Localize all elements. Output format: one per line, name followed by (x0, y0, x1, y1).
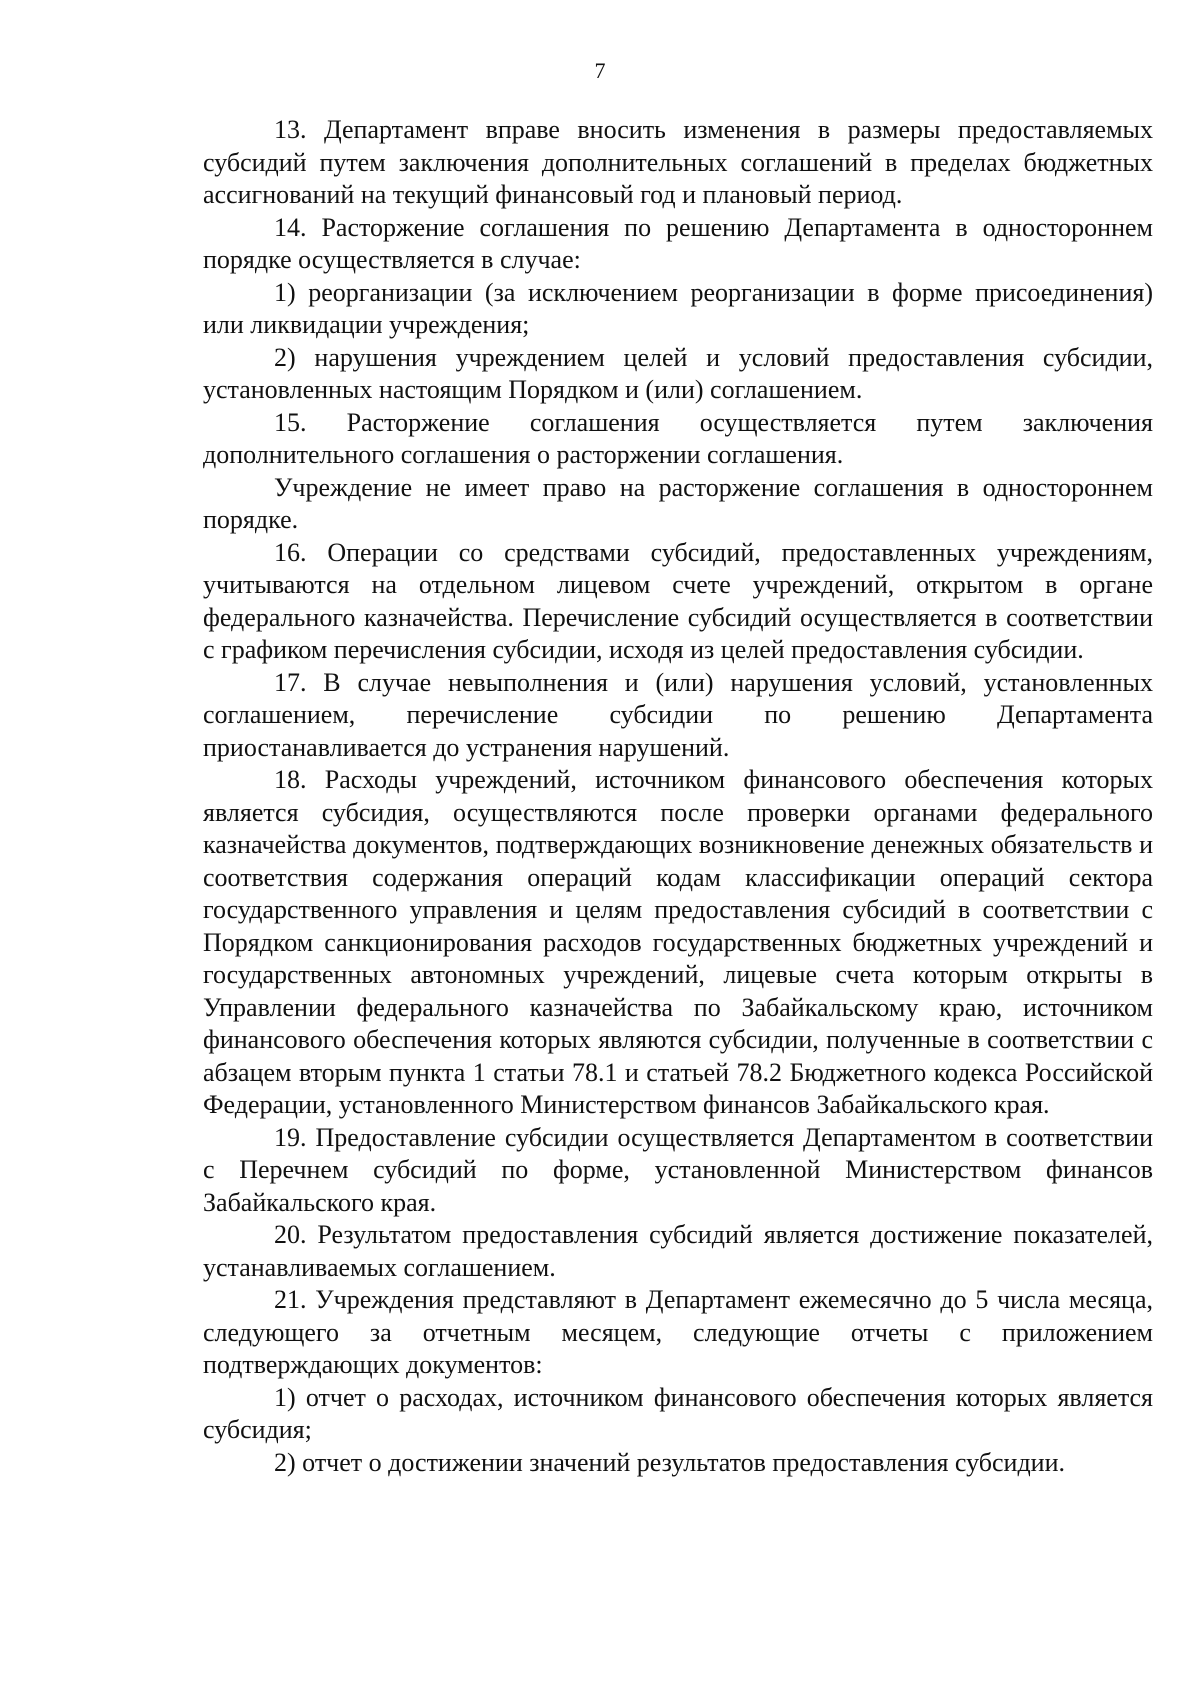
paragraph-21: 21. Учреждения представляют в Департамент ежемесячно до 5 числа месяца, следующего за отчетным месяцем, следующие отчеты с приложением подтверждающих документов: (203, 1285, 1153, 1379)
paragraph-16: 16. Операции со средствами субсидий, предоставленных учреждениям, учитываются на отдельном лицевом счете учреждений, открытом в органе федерального казначейства. Перечисление субсидий осуществляется в соответствии с графиком перечисления субсидии, исходя из целей предоставления субсидии. (203, 537, 1153, 664)
paragraph-17: 17. В случае невыполнения и (или) нарушения условий, установленных соглашением, перечисление субсидии по решению Департамента приостанавливается до устранения нарушений. (203, 667, 1153, 762)
paragraph-19: 19. Предоставление субсидии осуществляется Департаментом в соответствии с Перечнем субсидий по форме, установленной Министерством финансов Забайкальского края. (203, 1122, 1153, 1217)
paragraph-14-item-2: 2) нарушения учреждением целей и условий предоставления субсидии, установленных настоящим Порядком и (или) соглашением. (203, 342, 1153, 404)
paragraph-20: 20. Результатом предоставления субсидий является достижение показателей, устанавливаемых соглашением. (203, 1220, 1153, 1282)
paragraph-13: 13. Департамент вправе вносить изменения в размеры предоставляемых субсидий путем заключения дополнительных соглашений в пределах бюджетных ассигнований на текущий финансовый год и плановый период. (203, 115, 1153, 209)
paragraph-14: 14. Расторжение соглашения по решению Департамента в одностороннем порядке осуществляется в случае: (203, 212, 1153, 274)
paragraph-18: 18. Расходы учреждений, источником финансового обеспечения которых является субсидия, осуществляются после проверки органами федерального казначейства документов, подтверждающих возникновение денежных обязательств и соответствия содержания операций кодам классификации операций сектора государственного управления и целям предоставления субсидий в соответствии с Порядком санкционирования расходов государственных бюджетных учреждений и государственных автономных учреждений, лицевые счета которым открыты в Управлении федерального казначейства по Забайкальскому краю, источником финансового обеспечения которых являются субсидии, полученные в соответствии с абзацем вторым пункта 1 статьи 78.1 и статьей 78.2 Бюджетного кодекса Российской Федерации, установленного Министерством финансов Забайкальского края. (203, 765, 1153, 1119)
paragraph-15-note: Учреждение не имеет право на расторжение соглашения в одностороннем порядке. (203, 472, 1153, 534)
paragraph-21-item-1: 1) отчет о расходах, источником финансового обеспечения которых является субсидия; (203, 1382, 1153, 1444)
paragraph-15: 15. Расторжение соглашения осуществляется путем заключения дополнительного соглашения о расторжении соглашения. (203, 407, 1153, 469)
page-number: 7 (594, 58, 606, 83)
paragraph-14-item-1: 1) реорганизации (за исключением реорганизации в форме присоединения) или ликвидации учреждения; (203, 277, 1153, 339)
document-body (203, 114, 1153, 1479)
paragraph-21-item-2: 2) отчет о достижении значений результатов предоставления субсидии. (274, 1447, 1065, 1477)
